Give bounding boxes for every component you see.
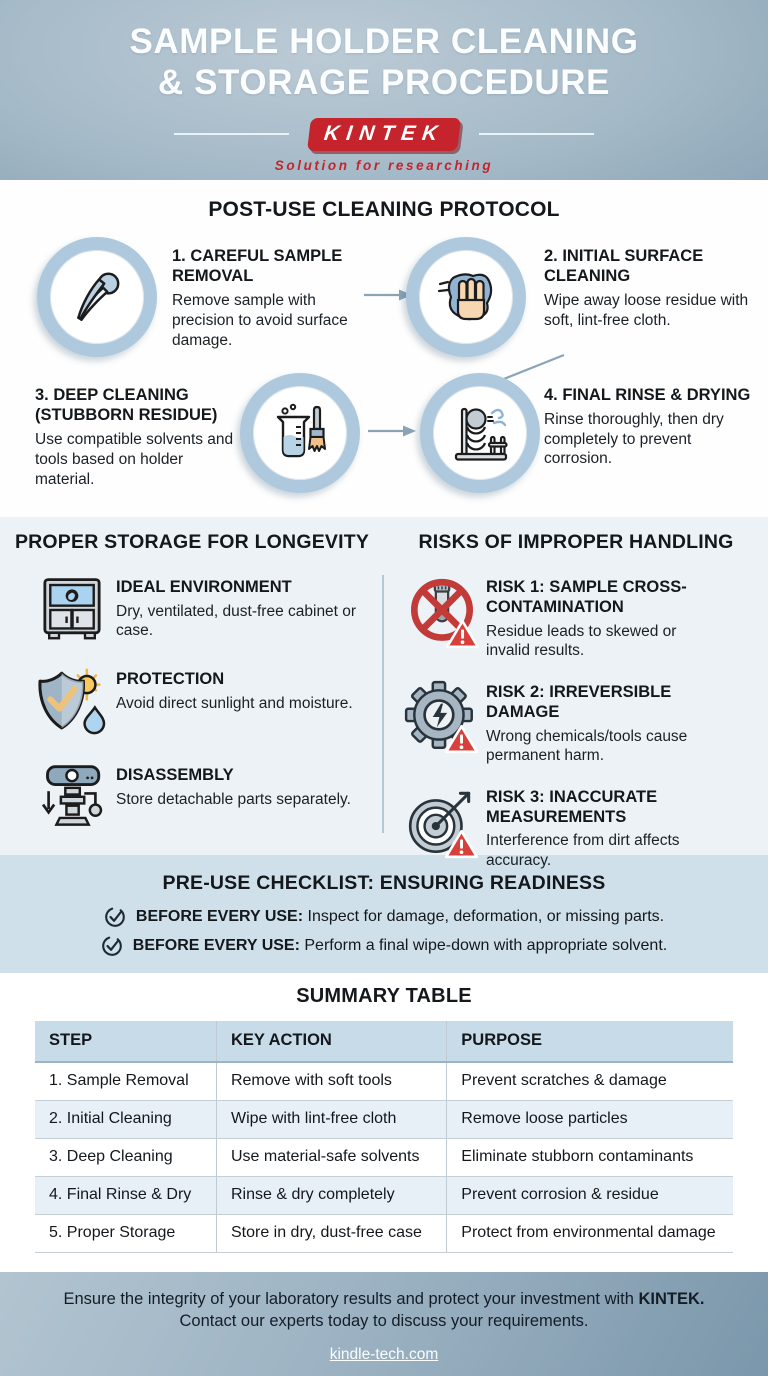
page-title-line2: & STORAGE PROCEDURE — [157, 62, 611, 102]
cell-purpose: Eliminate stubborn contaminants — [447, 1139, 733, 1177]
check-circle-icon — [101, 935, 123, 957]
storage-item-desc: Avoid direct sunlight and moisture. — [116, 694, 353, 712]
footer-line2: Contact our experts today to discuss your requirements. — [179, 1311, 589, 1330]
footer — [0, 1272, 768, 1376]
table-row — [35, 1101, 733, 1139]
checklist-item-text — [136, 908, 664, 926]
cell-purpose: Remove loose particles — [447, 1101, 733, 1139]
risk-item-desc: Interference from dirt affects accuracy. — [486, 832, 680, 870]
checklist-heading: PRE-USE CHECKLIST: ENSURING READINESS — [162, 872, 606, 894]
step3 — [35, 385, 235, 489]
storage-item-environment-text — [116, 572, 374, 641]
checklist-item-1 — [0, 906, 768, 928]
cell-step: 3. Deep Cleaning — [35, 1139, 216, 1177]
cell-action: Remove with soft tools — [216, 1062, 446, 1101]
summary-table — [35, 1021, 733, 1253]
footer-text — [0, 1289, 768, 1333]
table-row — [35, 1139, 733, 1177]
table-row — [35, 1215, 733, 1253]
checklist-section — [0, 855, 768, 973]
storage-risks-section — [0, 517, 768, 870]
checklist-item-2 — [0, 935, 768, 957]
storage-heading: PROPER STORAGE FOR LONGEVITY — [14, 531, 370, 553]
checklist-item-body: Inspect for damage, deformation, or missing parts. — [303, 908, 665, 925]
storage-item-title: PROTECTION — [116, 670, 225, 688]
storage-item-environment — [0, 572, 384, 648]
disassembly-icon — [28, 760, 116, 838]
table-row — [35, 1177, 733, 1215]
step1 — [172, 246, 372, 350]
no-contamination-icon — [398, 572, 486, 654]
cell-purpose: Protect from environmental damage — [447, 1215, 733, 1253]
storage-column — [0, 529, 384, 855]
risk-item-damage — [384, 677, 768, 766]
storage-item-disassembly-text — [116, 760, 374, 809]
target-arrow-icon — [398, 782, 486, 864]
cell-action: Store in dry, dust-free case — [216, 1215, 446, 1253]
checklist-item-label: BEFORE EVERY USE: — [135, 908, 304, 925]
page-title — [129, 22, 638, 104]
step1-badge — [37, 237, 157, 357]
drying-rack-icon — [448, 401, 512, 465]
risk-item-title: RISK 1: SAMPLE CROSS-CONTAMINATION — [486, 578, 687, 616]
step4 — [544, 385, 752, 469]
logo-divider-left — [174, 133, 289, 135]
risk-item-damage-text — [486, 677, 724, 766]
step4-title: 4. FINAL RINSE & DRYING — [544, 386, 751, 404]
step4-badge — [420, 373, 540, 493]
step2-title: 2. INITIAL SURFACE CLEANING — [544, 247, 704, 286]
step2 — [544, 246, 752, 331]
cell-step: 5. Proper Storage — [35, 1215, 216, 1253]
storage-item-title: DISASSEMBLY — [116, 766, 234, 784]
summary-heading: SUMMARY TABLE — [296, 985, 472, 1007]
cell-action: Rinse & dry completely — [216, 1177, 446, 1215]
risk-item-contamination — [384, 572, 768, 661]
beaker-brush-icon — [268, 401, 332, 465]
cell-step: 4. Final Rinse & Dry — [35, 1177, 216, 1215]
arrow-right-icon — [366, 422, 418, 440]
step1-title: 1. CAREFUL SAMPLE REMOVAL — [172, 247, 343, 286]
step1-desc: Remove sample with precision to avoid surface damage. — [172, 292, 348, 349]
step3-badge — [240, 373, 360, 493]
checklist-item-body: Perform a final wipe-down with appropriate solvent. — [299, 937, 668, 954]
column-header-key-action: KEY ACTION — [216, 1021, 446, 1062]
storage-item-disassembly — [0, 760, 384, 838]
risk-item-title: RISK 2: IRREVERSIBLE DAMAGE — [486, 682, 672, 721]
table-header-row — [35, 1021, 733, 1062]
risk-item-desc: Wrong chemicals/tools cause permanent harm. — [486, 727, 688, 765]
column-header-purpose: PURPOSE — [447, 1021, 733, 1062]
risk-item-measurements — [384, 782, 768, 871]
risks-column — [384, 529, 768, 870]
storage-item-desc: Store detachable parts separately. — [116, 790, 351, 808]
damaged-gear-icon — [398, 677, 486, 759]
step2-badge — [406, 237, 526, 357]
storage-cabinet-icon — [28, 572, 116, 648]
footer-line1-pre: Ensure the integrity of your laboratory results and protect your investment with — [63, 1290, 639, 1308]
storage-item-desc: Dry, ventilated, dust-free cabinet or case. — [116, 602, 357, 640]
column-header-step: STEP — [35, 1021, 216, 1062]
risk-item-contamination-text — [486, 572, 724, 661]
website-link[interactable]: kindle-tech.com — [329, 1345, 439, 1363]
page-title-line1: SAMPLE HOLDER CLEANING — [129, 22, 639, 61]
cell-purpose: Prevent corrosion & residue — [447, 1177, 733, 1215]
protocol-section — [0, 180, 768, 517]
header — [0, 0, 768, 180]
risk-item-desc: Residue leads to skewed or invalid results. — [486, 622, 677, 660]
wiping-hand-icon — [434, 265, 498, 329]
step3-title: 3. DEEP CLEANING (STUBBORN RESIDUE) — [35, 386, 218, 425]
checklist-item-text — [133, 937, 667, 955]
logo-tagline: Solution for researching — [274, 157, 494, 173]
kintek-logo — [307, 118, 461, 151]
checklist-item-label: BEFORE EVERY USE: — [132, 937, 300, 954]
risk-item-measurements-text — [486, 782, 724, 871]
shield-protection-icon — [28, 664, 116, 744]
protocol-heading: POST-USE CLEANING PROTOCOL — [208, 198, 560, 221]
storage-item-protection — [0, 664, 384, 744]
summary-section — [0, 973, 768, 1272]
cell-step: 2. Initial Cleaning — [35, 1101, 216, 1139]
risk-item-title: RISK 3: INACCURATE MEASUREMENTS — [486, 787, 658, 826]
storage-item-protection-text — [116, 664, 374, 713]
table-row — [35, 1062, 733, 1101]
check-circle-icon — [104, 906, 126, 928]
step3-desc: Use compatible solvents and tools based on holder material. — [35, 431, 234, 488]
risks-heading: RISKS OF IMPROPER HANDLING — [418, 531, 734, 553]
cell-action: Wipe with lint-free cloth — [216, 1101, 446, 1139]
step4-desc: Rinse thoroughly, then dry completely to prevent corrosion. — [544, 411, 724, 468]
cell-action: Use material-safe solvents — [216, 1139, 446, 1177]
cell-purpose: Prevent scratches & damage — [447, 1062, 733, 1101]
logo-divider-right — [479, 133, 594, 135]
kintek-logo-text: KINTEK — [322, 121, 446, 145]
cell-step: 1. Sample Removal — [35, 1062, 216, 1101]
footer-brand: KINTEK. — [638, 1290, 705, 1308]
tweezers-icon — [66, 266, 128, 328]
step2-desc: Wipe away loose residue with soft, lint-free cloth. — [544, 292, 749, 329]
logo-row — [174, 118, 594, 151]
storage-item-title: IDEAL ENVIRONMENT — [116, 578, 292, 596]
